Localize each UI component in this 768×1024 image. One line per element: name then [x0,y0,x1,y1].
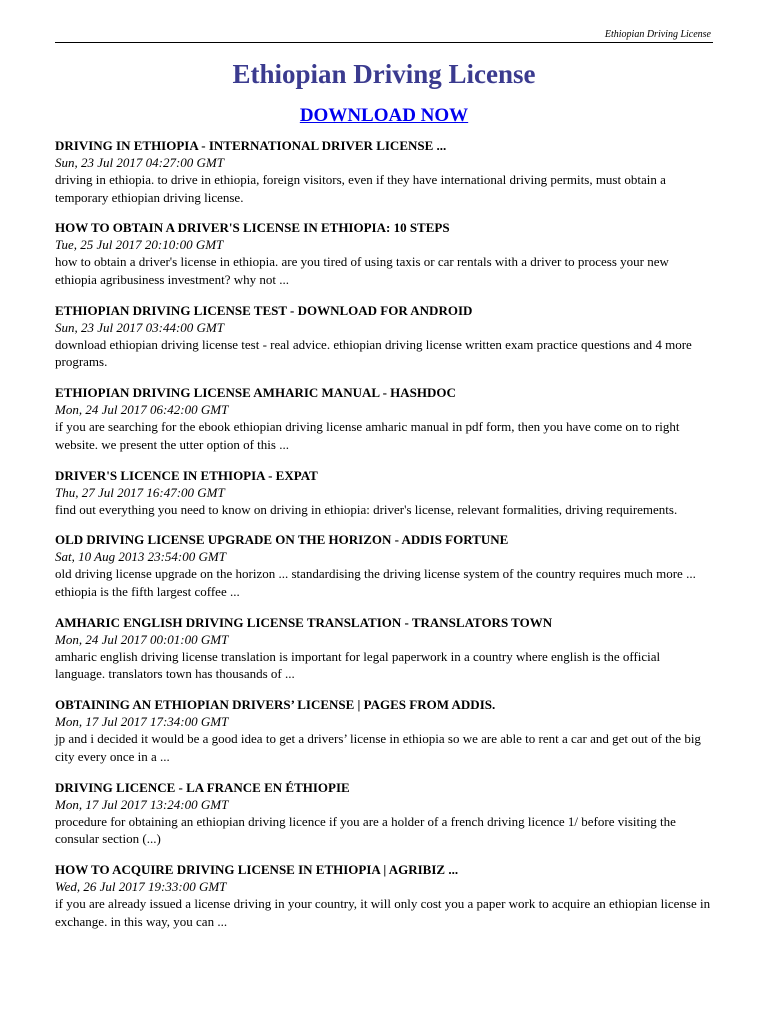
result-title: ETHIOPIAN DRIVING LICENSE AMHARIC MANUAL - HASHDOC [55,385,456,401]
result-date: Mon, 24 Jul 2017 06:42:00 GMT [55,402,229,418]
page-title: Ethiopian Driving License [232,59,536,89]
result-item [55,385,713,453]
result-snippet: download ethiopian driving license test - real advice. ethiopian driving license written exam practice questions and 4 more programs. [55,336,692,370]
result-date: Tue, 25 Jul 2017 20:10:00 GMT [55,237,224,253]
result-title: AMHARIC ENGLISH DRIVING LICENSE TRANSLATION - TRANSLATORS TOWN [55,614,553,630]
result-title: HOW TO ACQUIRE DRIVING LICENSE IN ETHIOPIA | AGRIBIZ ... [55,862,459,878]
result-item [55,303,713,371]
result-item [55,780,713,848]
result-item [55,615,713,683]
result-snippet: driving in ethiopia. to drive in ethiopia, foreign visitors, even if they have international driving permits, must obtain a temporary ethiopian driving license. [55,172,666,205]
result-item [55,697,713,765]
result-date: Mon, 24 Jul 2017 00:01:00 GMT [55,631,229,647]
download-section [55,104,713,128]
result-date: Sat, 10 Aug 2013 23:54:00 GMT [55,549,226,565]
result-date: Mon, 17 Jul 2017 13:24:00 GMT [55,796,229,812]
result-item [55,220,713,288]
result-snippet: jp and i decided it would be a good idea to get a drivers’ license in ethiopia so we are able to rent a car and get out of the big city every once in a ... [55,731,701,764]
result-date: Sun, 23 Jul 2017 04:27:00 GMT [55,155,224,170]
result-snippet: if you are already issued a license driving in your country, it will only cost you a paper work to acquire an ethiopian license in exchange. in this way, you can ... [55,896,711,929]
result-snippet: find out everything you need to know on driving in ethiopia: driver's license, relevant formalities, driving requirements. [55,501,678,517]
result-title: OBTAINING AN ETHIOPIAN DRIVERS’ LICENSE | PAGES FROM ADDIS. [55,697,496,713]
running-header-title: Ethiopian Driving License [604,29,711,40]
result-date: Wed, 26 Jul 2017 19:33:00 GMT [55,879,227,895]
result-item [55,138,713,206]
result-title: DRIVER'S LICENCE IN ETHIOPIA - EXPAT [55,467,318,483]
result-item [55,468,713,519]
result-item [55,532,713,600]
result-snippet: procedure for obtaining an ethiopian driving licence if you are a holder of a french driving licence 1/ before visiting the consular section (...) [55,813,676,847]
document-page [55,0,713,944]
result-snippet: old driving license upgrade on the horizon ... standardising the driving license system of the country requires much more ... ethiopia is the fifth largest coffee ... [55,566,696,599]
result-title: DRIVING IN ETHIOPIA - INTERNATIONAL DRIVER LICENSE ... [55,138,447,153]
result-snippet: how to obtain a driver's license in ethiopia. are you tired of using taxis or car rentals with a driver to process your new ethiopia agribusiness investment? why not ... [55,254,669,287]
result-date: Thu, 27 Jul 2017 16:47:00 GMT [55,484,225,500]
results-list [55,138,713,930]
result-snippet: amharic english driving license translation is important for legal paperwork in a country where english is the official language. translators town has thousands of ... [55,648,661,682]
result-item [55,862,713,930]
result-title: ETHIOPIAN DRIVING LICENSE TEST - DOWNLOAD FOR ANDROID [55,302,473,318]
result-title: OLD DRIVING LICENSE UPGRADE ON THE HORIZON - ADDIS FORTUNE [55,532,509,548]
result-title: DRIVING LICENCE - LA FRANCE EN ÉTHIOPIE [55,779,350,795]
result-date: Sun, 23 Jul 2017 03:44:00 GMT [55,319,224,335]
result-title: HOW TO OBTAIN A DRIVER'S LICENSE IN ETHIOPIA: 10 STEPS [55,220,450,236]
running-header [55,0,713,43]
download-now-link[interactable]: DOWNLOAD NOW [299,105,469,126]
result-snippet: if you are searching for the ebook ethiopian driving license amharic manual in pdf form, then you have come on to right website. we present the utter option of this ... [55,419,680,452]
result-date: Mon, 17 Jul 2017 17:34:00 GMT [55,714,229,730]
